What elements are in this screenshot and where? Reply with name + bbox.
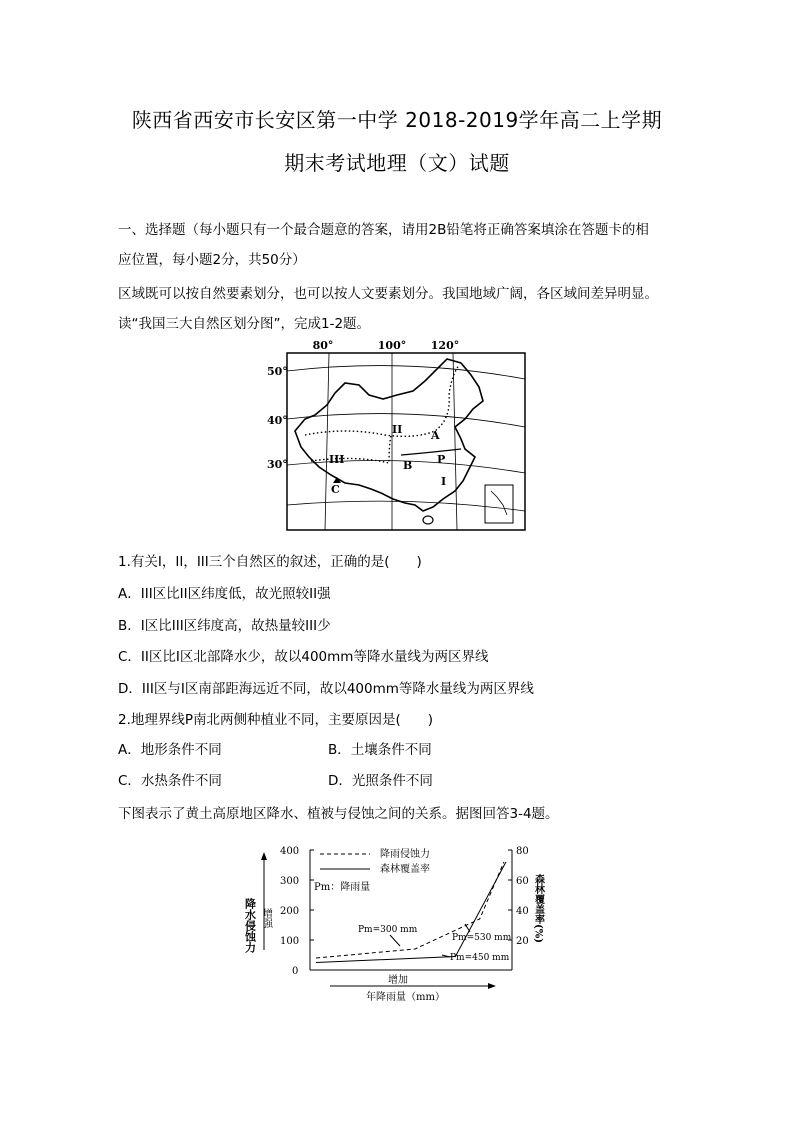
- region-label-III: III: [329, 453, 345, 466]
- intro-text-line1: 区域既可以按自然要素划分，也可以按人文要素划分。我国地域广阔，各区域间差异明显。: [118, 286, 658, 302]
- china-natural-regions-map: [265, 335, 530, 535]
- lat-label-30: 30°: [267, 458, 288, 471]
- q2-option-c: C．水热条件不同: [118, 773, 222, 789]
- legend-erosion-label: 降雨侵蚀力: [380, 849, 430, 860]
- right-axis-title: 森林覆盖率(%): [532, 874, 544, 943]
- annotation-pm300: Pm=300 mm: [358, 925, 418, 935]
- x-axis-title: 年降雨量（mm）: [366, 992, 445, 1003]
- right-tick-60: 60: [516, 876, 529, 887]
- left-tick-200: 200: [280, 906, 300, 917]
- intro-text-2: 下图表示了黄土高原地区降水、植被与侵蚀之间的关系。据图回答3-4题。: [118, 806, 559, 822]
- lat-label-50: 50°: [267, 365, 288, 378]
- q2-option-d: D．光照条件不同: [328, 773, 433, 789]
- annotation-pm450: Pm=450 mm: [450, 953, 510, 963]
- q1-option-d: D．III区与I区南部距海远近不同，故以400mm等降水量线为两区界线: [118, 681, 534, 697]
- q2-stem: 2.地理界线P南北两侧种植业不同，主要原因是( ): [118, 712, 434, 728]
- right-tick-40: 40: [516, 906, 529, 917]
- lat-label-40: 40°: [267, 414, 288, 427]
- lon-label-80: 80°: [312, 339, 334, 352]
- erosion-line: [316, 862, 504, 958]
- section-instructions-line2: 应位置，每小题2分，共50分）: [118, 252, 306, 268]
- legend-forest-label: 森林覆盖率: [380, 864, 430, 875]
- rainfall-erosion-forest-chart: [240, 838, 544, 1008]
- section-instructions-line1: 一、选择题（每小题只有一个最合题意的答案，请用2B铅笔将正确答案填涂在答题卡的相: [118, 222, 649, 238]
- q1-option-c: C．II区比I区北部降水少，故以400mm等降水量线为两区界线: [118, 649, 489, 665]
- region-label-C: C: [331, 483, 340, 496]
- q1-option-b: B．I区比III区纬度高，故热量较III少: [118, 618, 331, 634]
- chart-note: Pm：降雨量: [314, 882, 371, 893]
- region-label-A: A: [431, 429, 440, 442]
- left-axis-sub: 增强: [260, 908, 272, 928]
- x-axis-top-label: 增加: [388, 975, 408, 986]
- lon-label-120: 120°: [430, 339, 460, 352]
- left-tick-0: 0: [292, 966, 299, 977]
- document-title-line2: 期末考试地理（文）试题: [284, 151, 510, 175]
- document-title-line1: 陕西省西安市长安区第一中学 2018-2019学年高二上学期: [131, 108, 663, 132]
- q2-option-b: B．土壤条件不同: [328, 742, 432, 758]
- region-label-P: P: [437, 453, 446, 466]
- forest-line: [316, 862, 506, 963]
- lon-label-100: 100°: [377, 339, 407, 352]
- left-axis-title: 降水侵蚀力: [243, 898, 257, 953]
- left-tick-400: 400: [280, 846, 300, 857]
- annotation-pm530: Pm=530 mm: [452, 933, 512, 943]
- left-tick-100: 100: [280, 936, 300, 947]
- q1-option-a: A．III区比II区纬度低，故光照较II强: [118, 586, 331, 602]
- right-tick-20: 20: [516, 936, 529, 947]
- region-label-II: II: [392, 423, 403, 436]
- left-tick-300: 300: [280, 876, 300, 887]
- q1-stem: 1.有关I，II，III三个自然区的叙述，正确的是( ): [118, 554, 422, 570]
- right-tick-80: 80: [516, 846, 529, 857]
- region-label-B: B: [403, 459, 413, 472]
- region-label-I: I: [441, 475, 447, 488]
- intro-text-line2: 读“我国三大自然区划分图”，完成1-2题。: [118, 316, 371, 332]
- q2-option-a: A．地形条件不同: [118, 742, 222, 758]
